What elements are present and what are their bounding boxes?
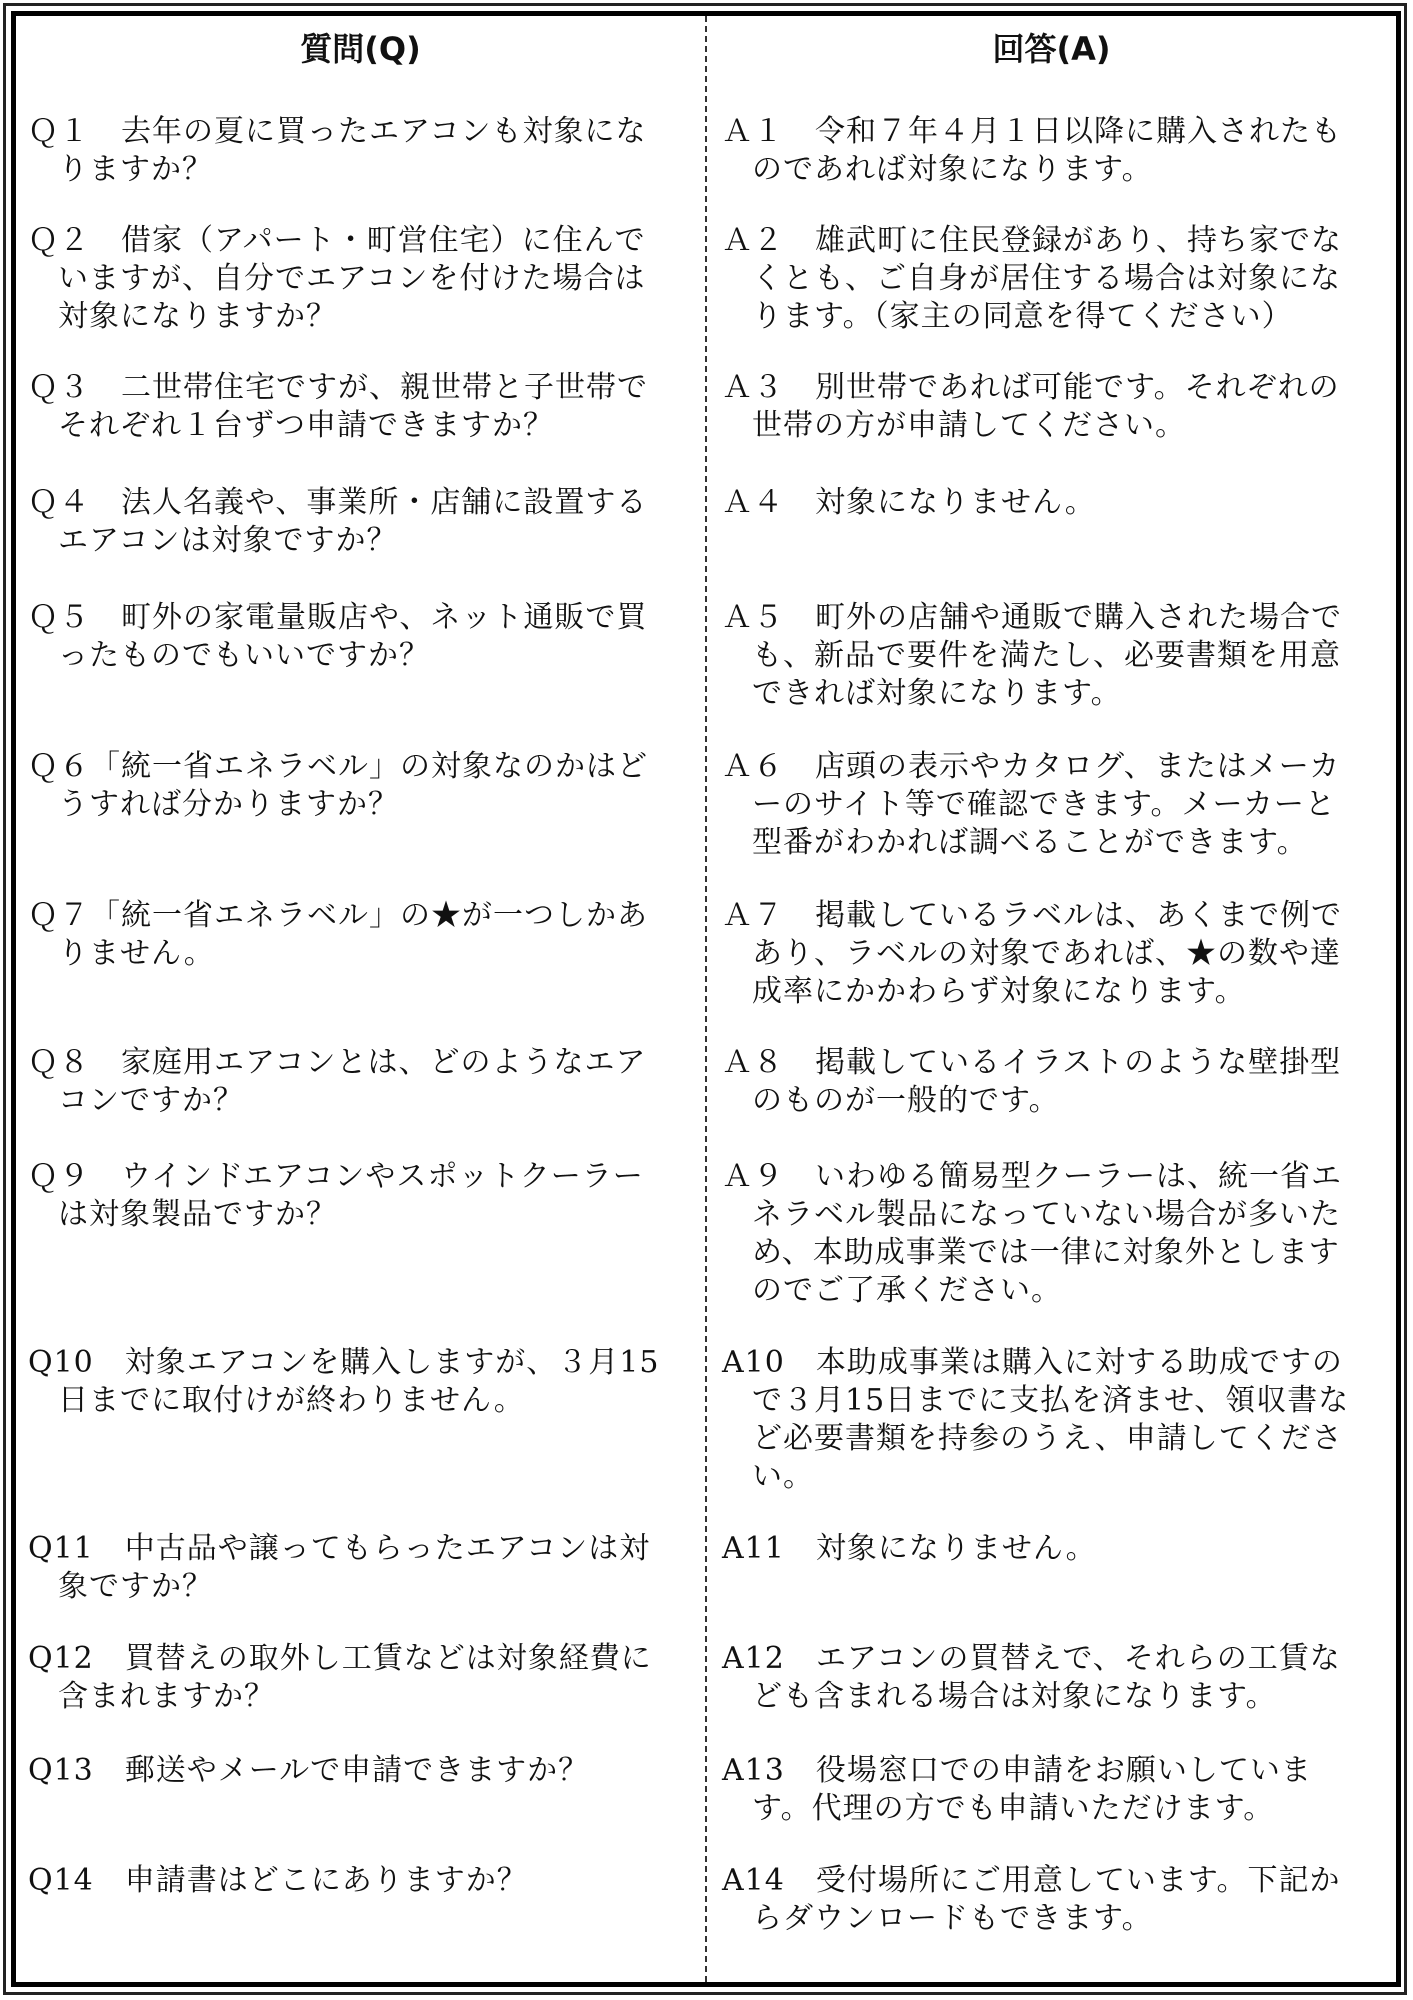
- question-item: [28, 748, 678, 824]
- answer-text-line: 型番がわかれば調べることができます。: [752, 825, 1308, 860]
- answer-item: [722, 484, 1372, 522]
- question-text-line: は対象製品ですか？: [58, 1197, 337, 1232]
- answer-text-line: ります。（家主の同意を得てください）: [752, 299, 1293, 334]
- answer-text-line: のものが一般的です。: [752, 1083, 1060, 1118]
- question-text-line: 対象になりますか？: [58, 299, 337, 334]
- question-item: [28, 369, 678, 445]
- answer-text-line: Ａ７ 掲載しているラベルは、あくまで例で: [722, 898, 1342, 933]
- question-text-line: Q14 申請書はどこにありますか？: [28, 1863, 528, 1898]
- answer-text-line: くとも、ご自身が居住する場合は対象にな: [752, 261, 1341, 296]
- answer-text-line: A13 役場窓口での申請をお願いしていま: [722, 1753, 1312, 1788]
- answer-text-line: ども含まれる場合は対象になります。: [752, 1679, 1277, 1714]
- question-text-line: Ｑ９ ウインドエアコンやスポットクーラー: [28, 1159, 644, 1194]
- answer-text-line: A10 本助成事業は購入に対する助成ですの: [722, 1345, 1343, 1380]
- question-text-line: うすれば分かりますか？: [58, 787, 399, 822]
- answer-item: [722, 748, 1372, 862]
- answer-text-line: A14 受付場所にご用意しています。下記か: [722, 1863, 1341, 1898]
- answer-text-line: ネラベル製品になっていない場合が多いた: [752, 1197, 1341, 1232]
- answer-item: [722, 1862, 1372, 1938]
- answer-text-line: Ａ６ 店頭の表示やカタログ、またはメーカ: [722, 749, 1341, 784]
- question-text-line: Ｑ７「統一省エネラベル」の★が一つしかあ: [28, 898, 648, 933]
- question-text-line: 象ですか？: [58, 1569, 213, 1604]
- question-text-line: コンですか？: [58, 1083, 244, 1118]
- question-item: [28, 1862, 678, 1900]
- answer-text-line: で３月15日までに支払を済ませ、領収書な: [752, 1383, 1350, 1418]
- answer-text-line: できれば対象になります。: [752, 676, 1122, 711]
- answer-text-line: のであれば対象になります。: [752, 152, 1153, 187]
- answer-item: [722, 897, 1372, 1011]
- question-text-line: Ｑ２ 借家（アパート・町営住宅）に住んで: [28, 223, 646, 258]
- answer-text-line: あり、ラベルの対象であれば、★の数や達: [752, 936, 1341, 971]
- question-item: [28, 222, 678, 336]
- question-text-line: Ｑ８ 家庭用エアコンとは、どのようなエア: [28, 1045, 647, 1080]
- answer-item: [722, 1640, 1372, 1716]
- answer-item: [722, 1158, 1372, 1310]
- answer-text-line: ど必要書類を持参のうえ、申請してくださ: [752, 1421, 1343, 1456]
- question-text-line: Q13 郵送やメールで申請できますか？: [28, 1753, 590, 1788]
- question-text-line: りません。: [58, 936, 215, 971]
- answer-text-line: らダウンロードもできます。: [752, 1901, 1153, 1936]
- question-text-line: Ｑ３ 二世帯住宅ですが、親世帯と子世帯で: [28, 370, 648, 405]
- question-text-line: 日までに取付けが終わりません。: [58, 1383, 525, 1418]
- question-text-line: りますか？: [58, 152, 213, 187]
- answer-text-line: め、本助成事業では一律に対象外とします: [752, 1235, 1340, 1270]
- question-text-line: Q12 買替えの取外し工賃などは対象経費に: [28, 1641, 652, 1676]
- question-text-line: いますが、自分でエアコンを付けた場合は: [58, 261, 646, 296]
- answer-item: [722, 113, 1372, 189]
- question-item: [28, 1158, 678, 1234]
- question-item: [28, 599, 678, 675]
- answer-text-line: Ａ３ 別世帯であれば可能です。それぞれの: [722, 370, 1340, 405]
- answer-item: [722, 1044, 1372, 1120]
- answer-text-line: Ａ５ 町外の店舗や通販で購入された場合で: [722, 600, 1342, 635]
- answer-text-line: い。: [752, 1459, 814, 1494]
- question-text-line: Ｑ５ 町外の家電量販店や、ネット通販で買: [28, 600, 648, 635]
- question-text-line: 含まれますか？: [58, 1679, 275, 1714]
- question-text-line: ったものでもいいですか？: [58, 638, 430, 673]
- answer-item: [722, 369, 1372, 445]
- answer-text-line: Ａ４ 対象になりません。: [722, 485, 1096, 520]
- answer-item: [722, 1344, 1372, 1496]
- question-item: [28, 1344, 678, 1420]
- question-text-line: Ｑ１ 去年の夏に買ったエアコンも対象にな: [28, 114, 647, 149]
- answer-text-line: Ａ２ 雄武町に住民登録があり、持ち家でな: [722, 223, 1342, 258]
- answer-text-line: Ａ９ いわゆる簡易型クーラーは、統一省エ: [722, 1159, 1342, 1194]
- question-item: [28, 897, 678, 973]
- question-text-line: エアコンは対象ですか？: [58, 523, 398, 558]
- answer-text-line: 成率にかかわらず対象になります。: [752, 974, 1246, 1009]
- question-text-line: Ｑ４ 法人名義や、事業所・店舗に設置する: [28, 485, 648, 520]
- answer-text-line: す。代理の方でも申請いただけます。: [752, 1791, 1275, 1826]
- column-divider: [705, 16, 707, 1982]
- answer-item: [722, 1530, 1372, 1568]
- question-text-line: それぞれ１台ずつ申請できますか？: [58, 408, 554, 443]
- answer-text-line: 世帯の方が申請してください。: [752, 408, 1186, 443]
- question-item: [28, 1752, 678, 1790]
- answer-text-line: Ａ１ 令和７年４月１日以降に購入されたも: [722, 114, 1342, 149]
- question-item: [28, 1640, 678, 1716]
- answer-text-line: A11 対象になりません。: [722, 1531, 1097, 1566]
- answer-text-line: ーのサイト等で確認できます。メーカーと: [752, 787, 1336, 822]
- question-item: [28, 113, 678, 189]
- question-text-line: Q11 中古品や譲ってもらったエアコンは対: [28, 1531, 651, 1566]
- question-item: [28, 1044, 678, 1120]
- answer-item: [722, 1752, 1372, 1828]
- question-item: [28, 1530, 678, 1606]
- question-text-line: Q10 対象エアコンを購入しますが、３月15: [28, 1345, 660, 1380]
- answer-text-line: のでご了承ください。: [752, 1273, 1062, 1308]
- answer-text-line: Ａ８ 掲載しているイラストのような壁掛型: [722, 1045, 1342, 1080]
- question-item: [28, 484, 678, 560]
- answer-item: [722, 222, 1372, 336]
- answer-text-line: A12 エアコンの買替えで、それらの工賃な: [722, 1641, 1341, 1676]
- answer-item: [722, 599, 1372, 713]
- answer-column-header: 回答(A): [992, 30, 1111, 68]
- question-column-header: 質問(Q): [300, 30, 421, 68]
- question-text-line: Ｑ６「統一省エネラベル」の対象なのかはど: [28, 749, 648, 784]
- answer-text-line: も、新品で要件を満たし、必要書類を用意: [752, 638, 1341, 673]
